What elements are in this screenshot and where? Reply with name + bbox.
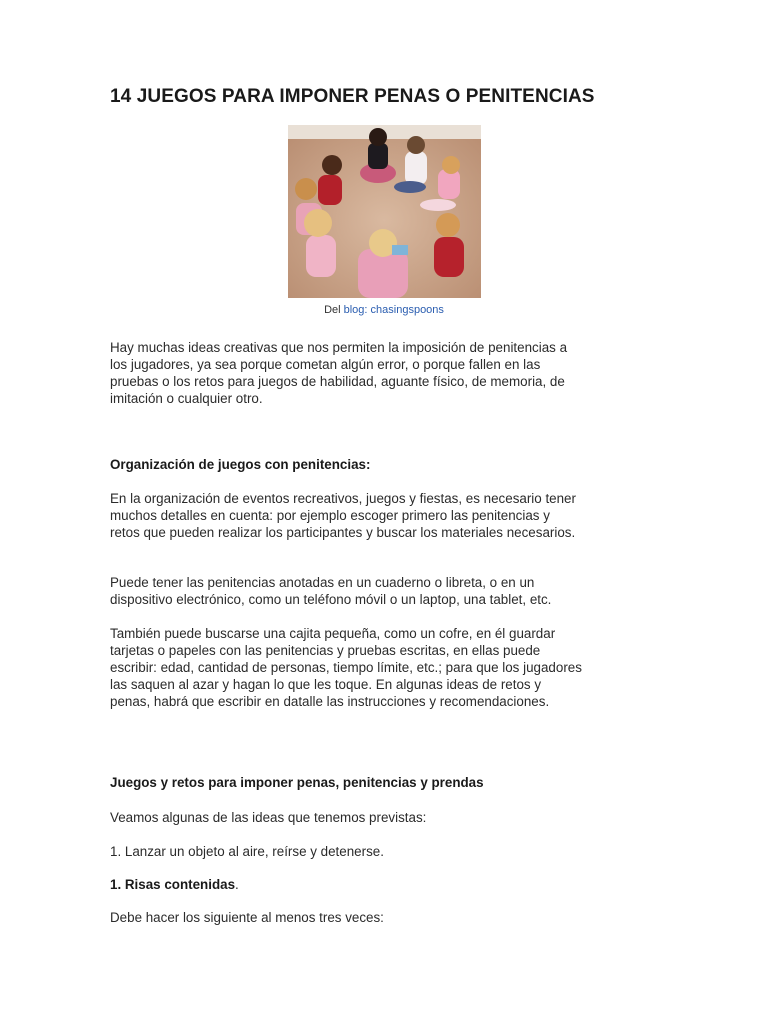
ideas-paragraph [110, 809, 665, 826]
section-heading-organizacion: Organización de juegos con penitencias: [110, 457, 371, 472]
paragraph-line: dispositivo electrónico, como un teléfono móvil o un laptop, una tablet, etc. [110, 592, 552, 607]
intro-line: Hay muchas ideas creativas que nos permiten la imposición de penitencias a [110, 340, 568, 355]
paragraph-line: 1. Lanzar un objeto al aire, reírse y detenerse. [110, 844, 384, 859]
item-heading-risas: 1. Risas contenidas [110, 877, 236, 892]
paragraph-line [110, 876, 665, 893]
organizacion-paragraph [110, 490, 665, 541]
paragraph-line: tarjetas o papeles con las penitencias y pruebas escritas, en ellas puede [110, 643, 541, 658]
section-heading-juegos-retos: Juegos y retos para imponer penas, penitencias y prendas [110, 775, 484, 790]
tres-veces-paragraph [110, 909, 665, 926]
paragraph-line: muchos detalles en cuenta: por ejemplo escoger primero las penitencias y [110, 508, 550, 523]
cajita-paragraph [110, 625, 665, 710]
paragraph-line: escribir: edad, cantidad de personas, tiempo límite, etc.; para que los jugadores [110, 660, 582, 675]
paragraph-line: retos que pueden realizar los participantes y buscar los materiales necesarios. [110, 525, 576, 540]
risas-contenidas-item [110, 876, 665, 893]
children-sitting-in-circle-photo [288, 125, 481, 298]
paragraph-line: Veamos algunas de las ideas que tenemos previstas: [110, 810, 427, 825]
paragraph-line: También puede buscarse una cajita pequeña, como un cofre, en él guardar [110, 626, 556, 641]
paragraph-line: penas, habrá que escribir en datalle las instrucciones y recomendaciones. [110, 694, 550, 709]
intro-line: los jugadores, ya sea porque cometan algún error, o porque fallen en las [110, 357, 541, 372]
intro-line: pruebas o los retos para juegos de habilidad, aguante físico, de memoria, de [110, 374, 565, 389]
caption-prefix: Del [324, 304, 344, 316]
intro-paragraph [110, 339, 665, 407]
cuaderno-paragraph [110, 574, 665, 608]
page-title: 14 JUEGOS PARA IMPONER PENAS O PENITENCIAS [110, 86, 595, 107]
paragraph-line: las saquen al azar y hagan lo que les toque. En algunas ideas de retos y [110, 677, 542, 692]
lanzar-objeto-item [110, 843, 665, 860]
caption-blog-link[interactable]: blog: chasingspoons [343, 304, 444, 316]
paragraph-line: Debe hacer los siguiente al menos tres veces: [110, 910, 384, 925]
item-heading-punctuation: . [235, 877, 239, 892]
intro-line: imitación o cualquier otro. [110, 391, 263, 406]
image-caption [0, 304, 768, 316]
paragraph-line: En la organización de eventos recreativos, juegos y fiestas, es necesario tener [110, 491, 576, 506]
paragraph-line: Puede tener las penitencias anotadas en un cuaderno o libreta, o en un [110, 575, 535, 590]
